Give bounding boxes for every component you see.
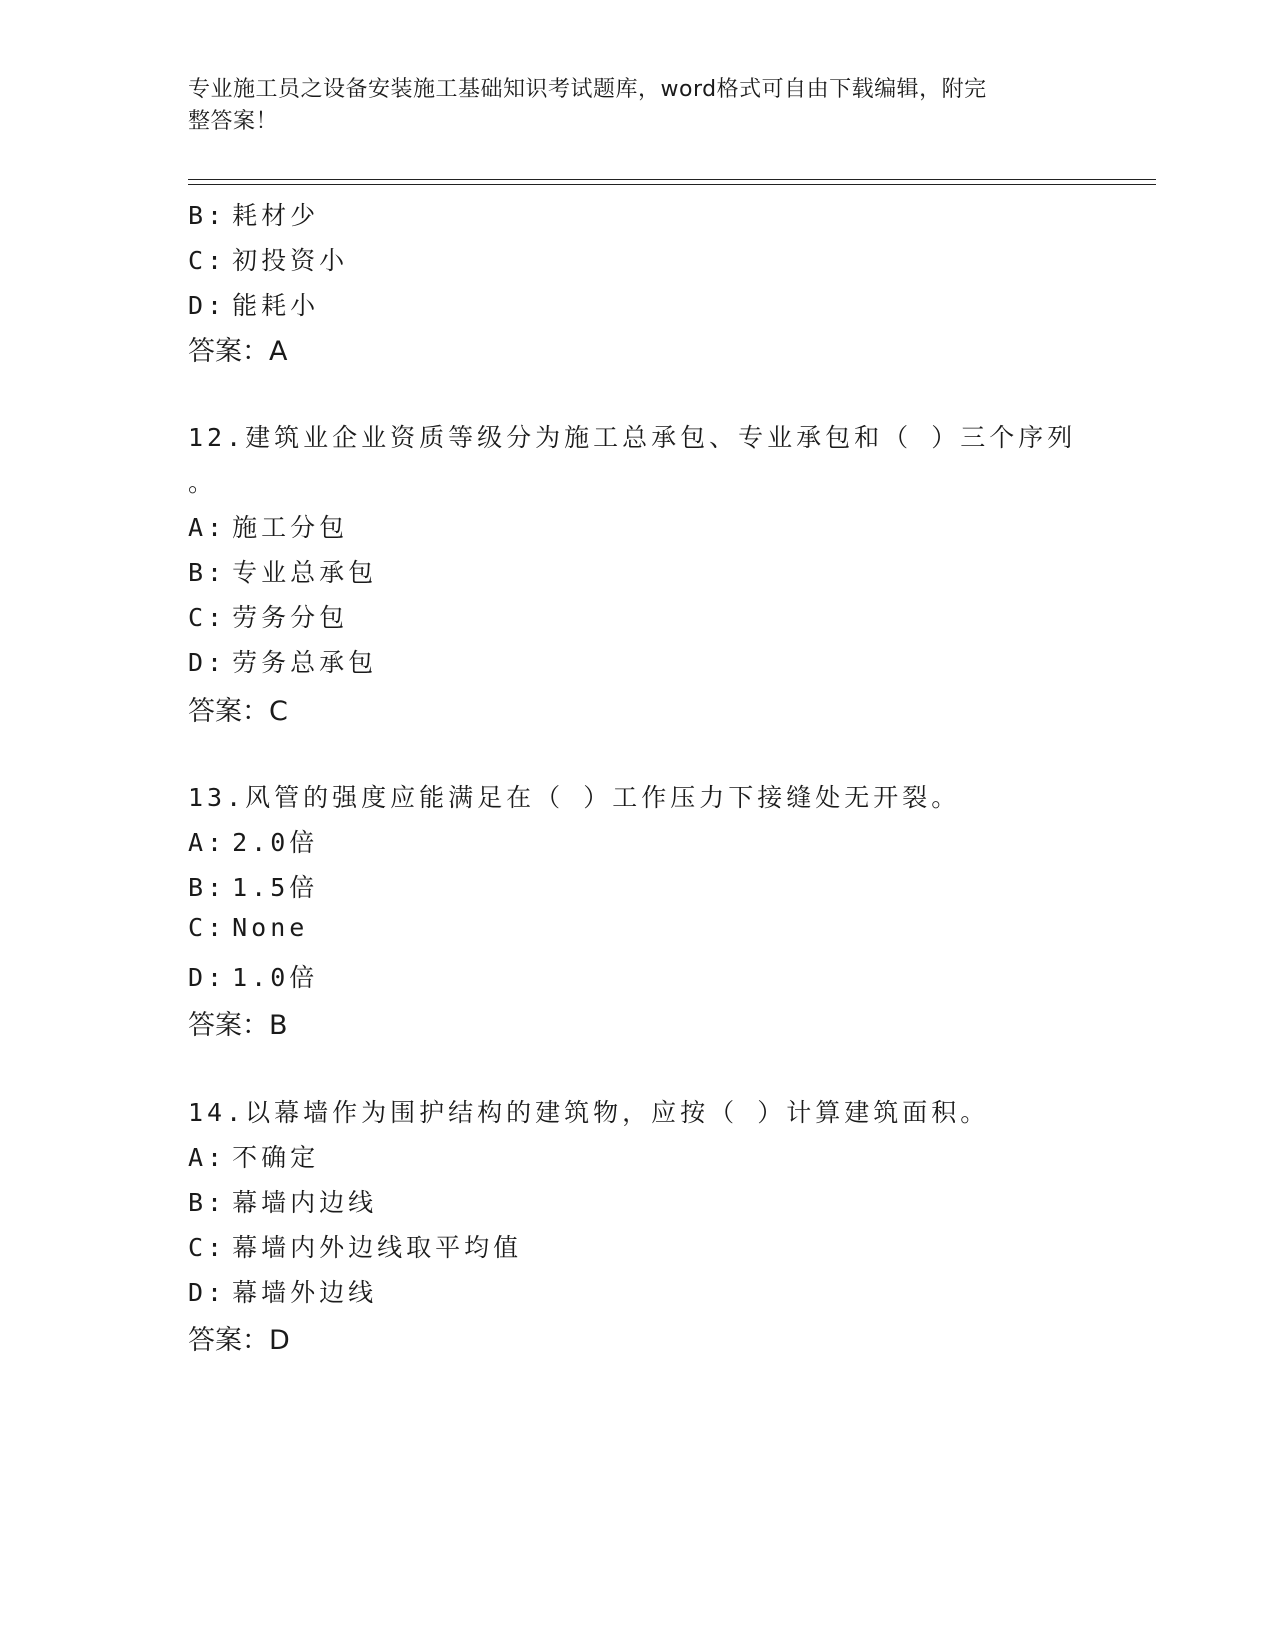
option-key: D: (188, 1278, 227, 1307)
option-text: 劳务分包 (232, 603, 349, 632)
header-divider-top (188, 179, 1156, 180)
answer-line: 答案：A (188, 336, 288, 367)
option-key: C: (188, 913, 227, 942)
option-key: B: (188, 558, 227, 587)
header-line-2: 整答案！ (188, 109, 279, 134)
header-divider-bottom (188, 184, 1156, 185)
option-text: 幕墙外边线 (232, 1278, 378, 1307)
option-key: B: (188, 201, 227, 230)
document-header (188, 74, 1068, 138)
option-c (188, 1228, 522, 1264)
option-key: D: (188, 963, 227, 992)
option-text: 1.0倍 (232, 963, 319, 992)
question-stem: 14.以幕墙作为围护结构的建筑物，应按（ ）计算建筑面积。 (188, 1098, 990, 1127)
option-key: C: (188, 603, 227, 632)
option-c (188, 598, 348, 634)
option-a (188, 823, 318, 859)
option-key: C: (188, 246, 227, 275)
option-key: A: (188, 513, 227, 542)
option-key: D: (188, 291, 227, 320)
option-key: B: (188, 1188, 227, 1217)
option-key: C: (188, 1233, 227, 1262)
option-a (188, 508, 348, 544)
question-stem: 13.风管的强度应能满足在（ ）工作压力下接缝处无开裂。 (188, 783, 961, 812)
option-d (188, 1273, 377, 1309)
option-b (188, 868, 318, 904)
option-b (188, 1183, 377, 1219)
option-text: 劳务总承包 (232, 648, 378, 677)
option-text: 专业总承包 (232, 558, 378, 587)
option-text: 施工分包 (232, 513, 349, 542)
option-c (188, 913, 308, 942)
option-b (188, 553, 377, 589)
option-key: A: (188, 1143, 227, 1172)
option-text: 初投资小 (232, 246, 349, 275)
answer-line: 答案：C (188, 696, 288, 727)
option-text: 幕墙内边线 (232, 1188, 378, 1217)
option-c (188, 241, 348, 277)
option-text: 能耗小 (232, 291, 320, 320)
option-d (188, 958, 318, 994)
answer-line: 答案：D (188, 1325, 290, 1356)
header-line-1: 专业施工员之设备安装施工基础知识考试题库，word格式可自由下载编辑，附完 (188, 77, 987, 102)
option-text: None (232, 913, 309, 942)
option-text: 不确定 (232, 1143, 320, 1172)
question-stem: 12.建筑业企业资质等级分为施工总承包、专业承包和（ ）三个序列 (188, 423, 1077, 452)
option-text: 耗材少 (232, 201, 320, 230)
option-text: 1.5倍 (232, 873, 319, 902)
answer-line: 答案：B (188, 1010, 288, 1041)
option-key: D: (188, 648, 227, 677)
option-d (188, 286, 319, 322)
option-key: A: (188, 828, 227, 857)
option-text: 2.0倍 (232, 828, 319, 857)
option-text: 幕墙内外边线取平均值 (232, 1233, 523, 1262)
option-d (188, 643, 377, 679)
option-key: B: (188, 873, 227, 902)
option-a (188, 1138, 319, 1174)
question-stem-continued: 。 (188, 468, 218, 497)
option-b (188, 196, 319, 232)
